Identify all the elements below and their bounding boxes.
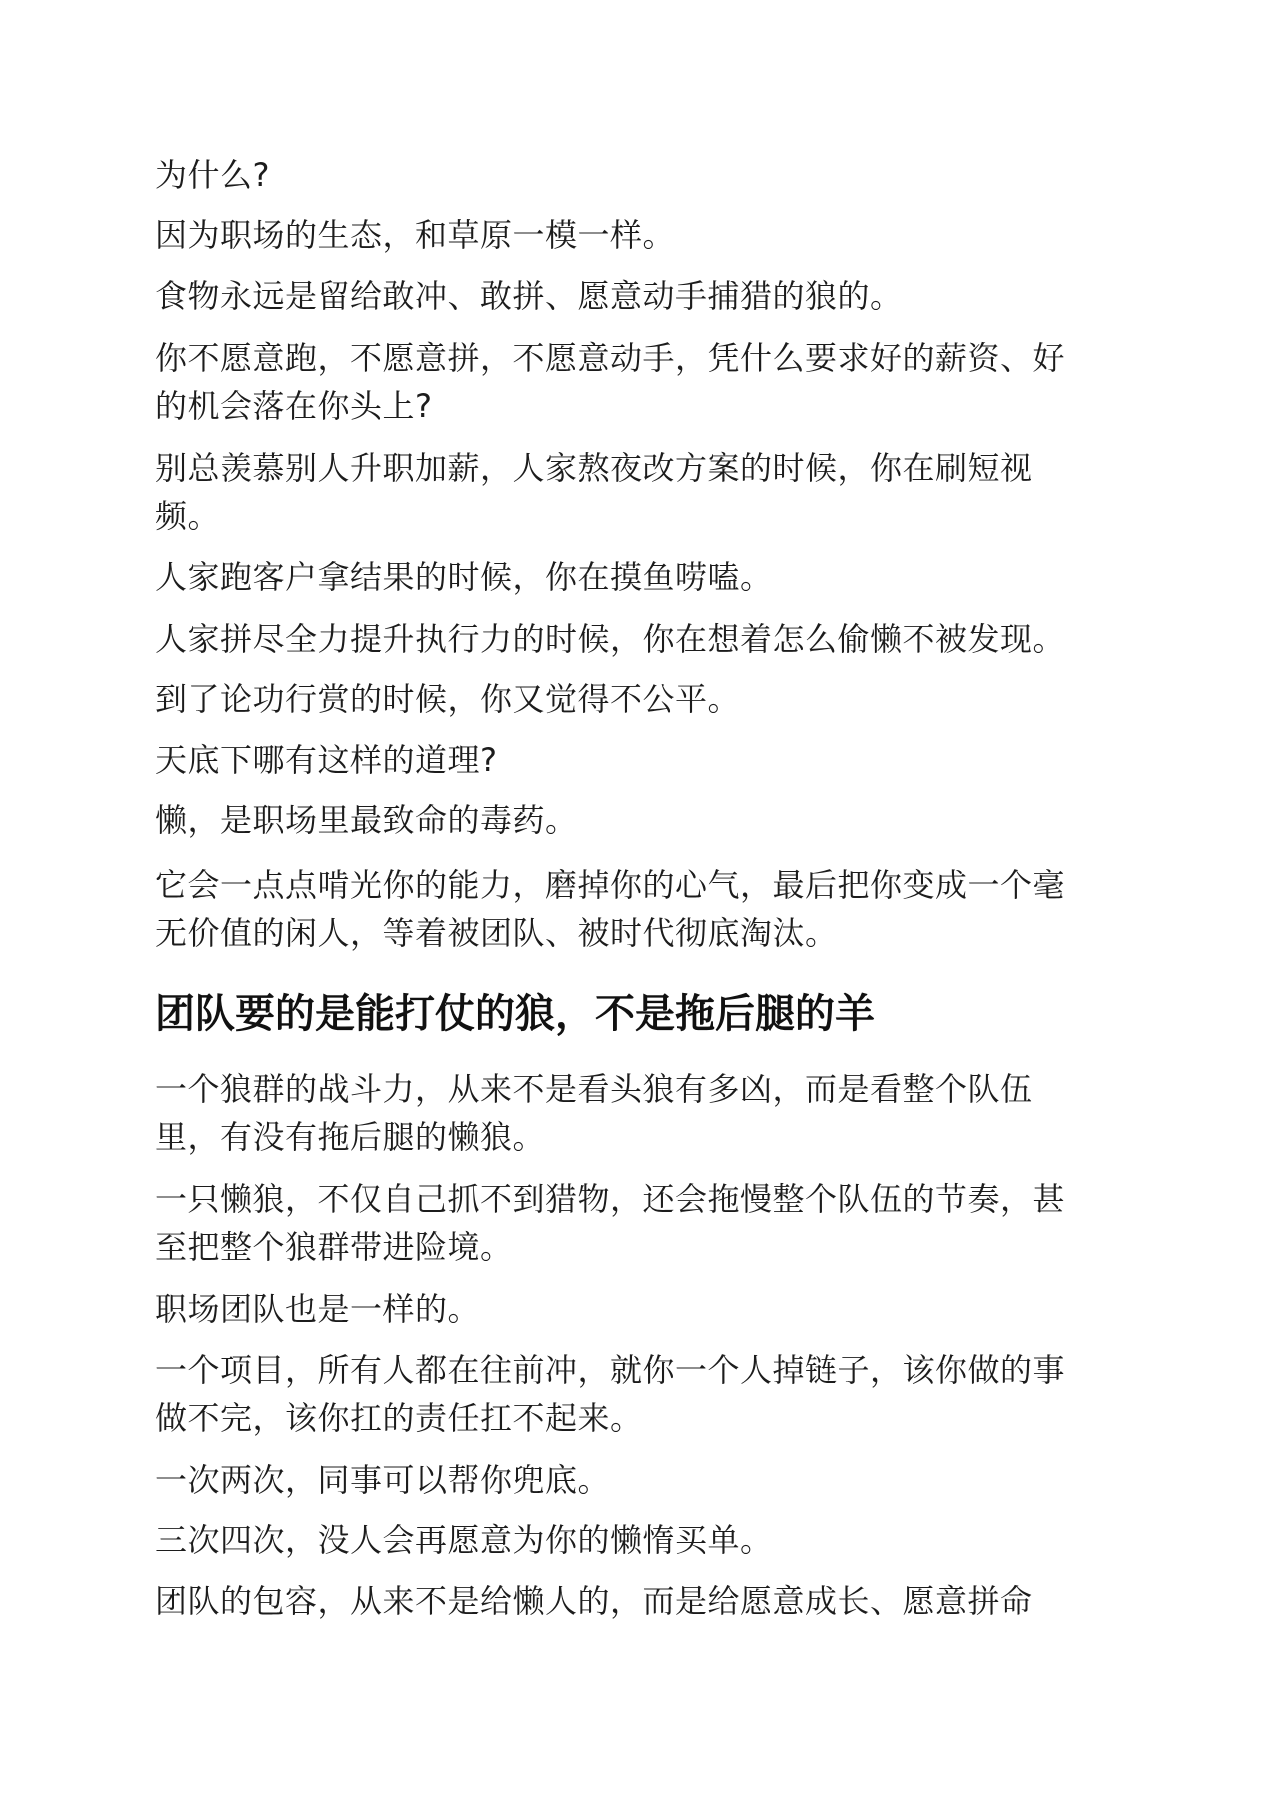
text-line: 团队的包容，从来不是给懒人的，而是给愿意成长、愿意拼命 <box>155 1582 1033 1620</box>
text-line: 至把整个狼群带进险境。 <box>155 1228 513 1266</box>
text-line: 一次两次，同事可以帮你兜底。 <box>155 1461 611 1499</box>
text-line: 它会一点点啃光你的能力，磨掉你的心气，最后把你变成一个毫 <box>155 866 1066 904</box>
text-line: 为什么? <box>155 156 270 194</box>
text-line: 三次四次，没人会再愿意为你的懒惰买单。 <box>155 1521 773 1559</box>
text-line: 食物永远是留给敢冲、敢拼、愿意动手捕猎的狼的。 <box>155 277 903 315</box>
text-line: 里，有没有拖后腿的懒狼。 <box>155 1118 546 1156</box>
text-line: 因为职场的生态，和草原一模一样。 <box>155 216 676 254</box>
text-line: 人家拼尽全力提升执行力的时候，你在想着怎么偷懒不被发现。 <box>155 620 1066 658</box>
text-line: 人家跑客户拿结果的时候，你在摸鱼唠嗑。 <box>155 558 773 596</box>
text-line: 一个项目，所有人都在往前冲，就你一个人掉链子，该你做的事 <box>155 1351 1066 1389</box>
text-line: 无价值的闲人，等着被团队、被时代彻底淘汰。 <box>155 914 838 952</box>
text-line: 一只懒狼，不仅自己抓不到猎物，还会拖慢整个队伍的节奏，甚 <box>155 1180 1066 1218</box>
text-line: 到了论功行赏的时候，你又觉得不公平。 <box>155 680 741 718</box>
text-line: 的机会落在你头上? <box>155 387 433 425</box>
text-line: 职场团队也是一样的。 <box>155 1290 481 1328</box>
text-line: 一个狼群的战斗力，从来不是看头狼有多凶，而是看整个队伍 <box>155 1070 1033 1108</box>
text-line: 天底下哪有这样的道理? <box>155 741 498 779</box>
section-heading: 团队要的是能打仗的狼，不是拖后腿的羊 <box>155 991 875 1037</box>
text-line: 你不愿意跑，不愿意拼，不愿意动手，凭什么要求好的薪资、好 <box>155 339 1066 377</box>
text-line: 做不完，该你扛的责任扛不起来。 <box>155 1399 643 1437</box>
text-line: 频。 <box>155 497 221 535</box>
text-line: 懒，是职场里最致命的毒药。 <box>155 801 578 839</box>
text-line: 别总羡慕别人升职加薪，人家熬夜改方案的时候，你在刷短视 <box>155 449 1033 487</box>
